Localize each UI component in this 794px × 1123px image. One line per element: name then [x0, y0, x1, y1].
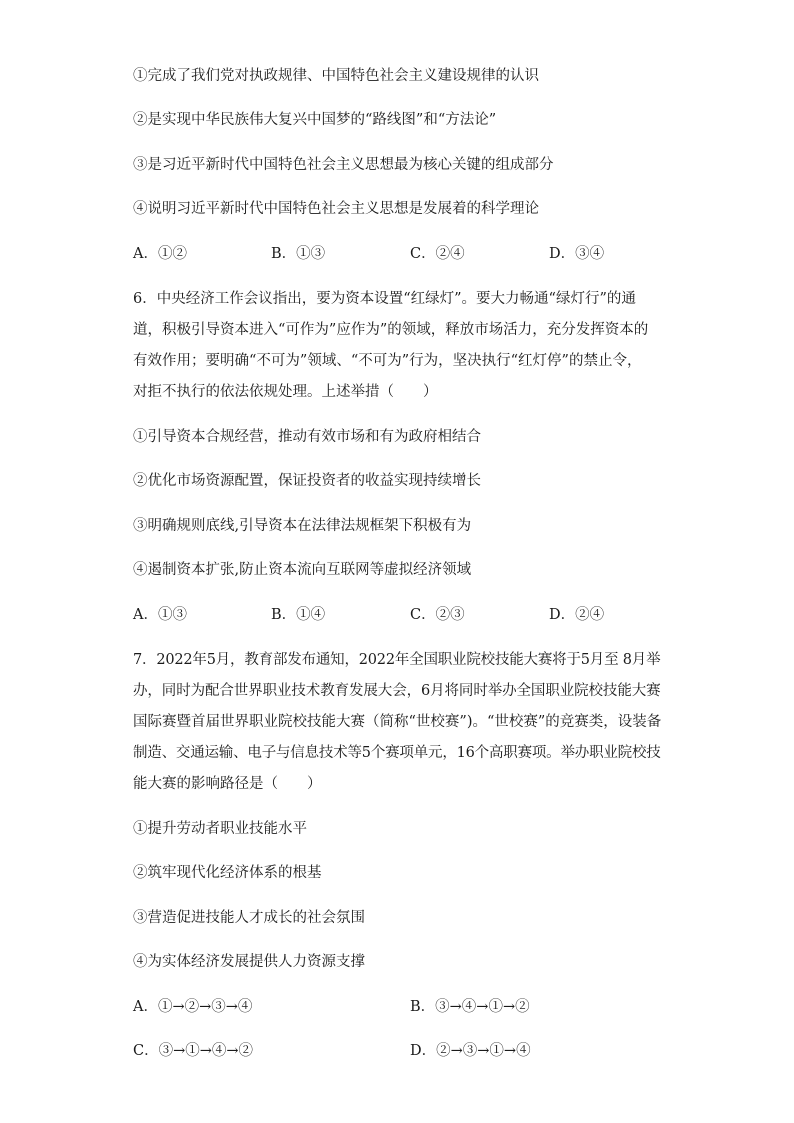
q7-item-4: ④为实体经济发展提供人力资源支撑 [133, 954, 365, 970]
q5-item-1: ①完成了我们党对执政规律、中国特色社会主义建设规律的认识 [133, 68, 539, 84]
q6-option-d: D．②④ [549, 607, 605, 623]
q5-item-4: ④说明习近平新时代中国特色社会主义思想是发展着的科学理论 [133, 201, 539, 217]
q7-option-b: B．③→④→①→② [410, 999, 530, 1015]
q6-stem-line-3: 有效作用；要明确“不可为”领域、“不可为”行为，坚决执行“红灯停”的禁止令， [133, 353, 642, 369]
q7-stem-line-3: 国际赛暨首届世界职业院校技能大赛（简称“世校赛”)。“世校赛”的竞赛类，设装备 [133, 714, 662, 730]
q6-option-b: B．①④ [271, 607, 326, 623]
q6-stem-line-1: 6．中央经济工作会议指出，要为资本设置“红绿灯”。要大力畅通“绿灯行”的通 [133, 291, 636, 307]
q6-stem-line-4: 对拒不执行的依法依规处理。上述举措（ ） [133, 384, 438, 400]
q7-option-c: C．③→①→④→② [133, 1043, 254, 1059]
q6-stem-line-2: 道，积极引导资本进入“可作为”应作为”的领域，释放市场活力，充分发挥资本的 [133, 322, 649, 338]
q6-item-4: ④遏制资本扩张,防止资本流向互联网等虚拟经济领域 [133, 562, 472, 578]
q6-item-3: ③明确规则底线,引导资本在法律法规框架下积极有为 [133, 518, 472, 534]
q6-item-2: ②优化市场资源配置，保证投资者的收益实现持续增长 [133, 473, 481, 489]
q5-item-2: ②是实现中华民族伟大复兴中国梦的“路线图”和“方法论” [133, 112, 497, 128]
q7-option-a: A．①→②→③→④ [133, 999, 253, 1015]
q7-item-1: ①提升劳动者职业技能水平 [133, 821, 307, 837]
q5-option-d: D．③④ [549, 246, 605, 262]
q7-option-d: D．②→③→①→④ [410, 1043, 531, 1059]
q7-stem-line-1: 7．2022年5月，教育部发布通知，2022年全国职业院校技能大赛将于5月至 8月举 [133, 652, 661, 668]
q7-item-2: ②筑牢现代化经济体系的根基 [133, 865, 322, 881]
q5-option-c: C．②④ [410, 246, 465, 262]
q5-option-b: B．①③ [271, 246, 326, 262]
q6-option-c: C．②③ [410, 607, 465, 623]
q7-stem-line-2: 办，同时为配合世界职业技术教育发展大会，6月将同时举办全国职业院校技能大赛 [133, 683, 661, 699]
q6-option-a: A．①③ [133, 607, 187, 623]
q7-stem-line-5: 能大赛的影响路径是（ ） [133, 776, 322, 792]
q5-option-a: A．①② [133, 246, 187, 262]
q7-item-3: ③营造促进技能人才成长的社会氛围 [133, 910, 365, 926]
q6-item-1: ①引导资本合规经营，推动有效市场和有为政府相结合 [133, 429, 481, 445]
q5-item-3: ③是习近平新时代中国特色社会主义思想最为核心关键的组成部分 [133, 157, 554, 173]
q7-stem-line-4: 制造、交通运输、电子与信息技术等5个赛项单元，16个高职赛项。举办职业院校技 [133, 745, 661, 761]
